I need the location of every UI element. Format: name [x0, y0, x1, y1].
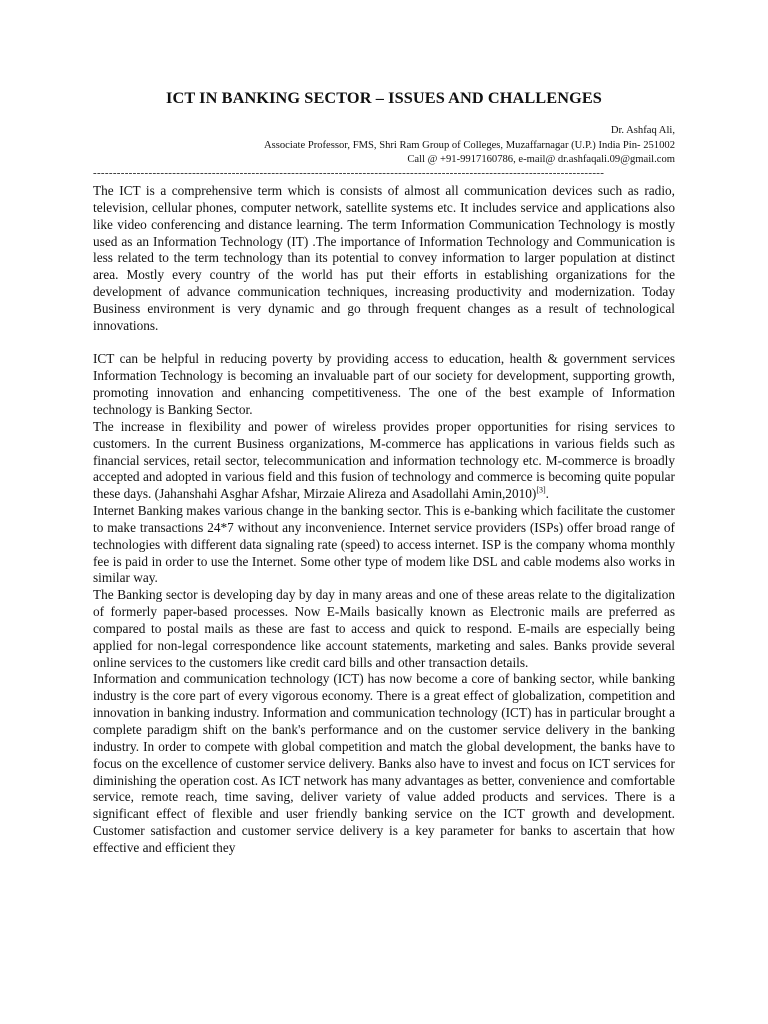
document-body	[93, 183, 675, 857]
divider-line: ---------------------------------------------------------------------------------------------------------------------------------	[93, 167, 605, 179]
paragraph-4: Internet Banking makes various change in the banking sector. This is e-banking which facilitate the customer to make transactions 24*7 without any inconvenience. Internet service providers (ISPs) offer broad range of technologies with different data signaling rate (speed) to access internet. ISP is the company whoma monthly fee is paid in order to use the Internet. Some other type of modem like DSL and cable modems also works in similar way.	[93, 503, 675, 586]
paragraph-3-text: The increase in flexibility and power of wireless provides proper opportunities for rising services to customers. In the current Business organizations, M-commerce has applications in various fields such as financial services, retail sector, telecommunication and information technology etc. M-commerce is broadly accepted and adopted in various field and this fusion of technology and commerce is becoming quite popular these days. (Jahanshahi Asghar Afshar, Mirzaie Alireza and Asadollahi Amin,2010)	[93, 418, 675, 502]
document-title: ICT IN BANKING SECTOR – ISSUES AND CHALLENGES	[166, 88, 602, 107]
paragraph-5: The Banking sector is developing day by day in many areas and one of these areas relate to the digitalization of formerly paper-based processes. Now E-Mails basically known as Electronic mails are preferred as compared to postal mails as these are fast to access and quick to respond. E-mails are especially being applied for non-legal correspondence like account statements, marketing and sales. Banks provide several online services to the customers like credit card bills and other transaction details.	[93, 587, 675, 670]
author-affiliation: Associate Professor, FMS, Shri Ram Group of Colleges, Muzaffarnagar (U.P.) India Pin- 251002	[263, 139, 675, 151]
paragraph-1: The ICT is a comprehensive term which is consists of almost all communication devices such as radio, television, cellular phones, computer network, satellite systems etc. It includes service and applications also like video conferencing and distance learning. The term Information Communication Technology is mostly used as an Information Technology (IT) .The importance of Information Technology and Communication is less related to the term technology than its potential to convey information to larger population at distinct area. Mostly every country of the world has put their efforts in establishing organizations for the development of advance communication techniques, increasing productivity and modernization. Today Business environment is very dynamic and go through frequent changes as a result of technological innovations.	[93, 183, 675, 333]
paragraph-2: ICT can be helpful in reducing poverty by providing access to education, health & government services Information Technology is becoming an invaluable part of our society for development, supporting growth, promoting innovation and enhancing competitiveness. The one of the best example of Information technology is Banking Sector.	[93, 351, 675, 417]
paragraph-3: The increase in flexibility and power of wireless provides proper opportunities for rising services to customers. In the current Business organizations, M-commerce has applications in various fields such as financial services, retail sector, telecommunication and information technology etc. M-commerce is broadly accepted and adopted in various field and this fusion of technology and commerce is becoming quite popular these days. (Jahanshahi Asghar Afshar, Mirzaie Alireza and Asadollahi Amin,2010)[3].	[93, 418, 675, 502]
author-contact: Call @ +91-9917160786, e-mail@ dr.ashfaqali.09@gmail.com	[407, 154, 675, 166]
author-name: Dr. Ashfaq Ali,	[610, 125, 675, 136]
citation-ref: [3]	[536, 485, 546, 495]
author-block	[264, 124, 675, 168]
paragraph-6: Information and communication technology (ICT) has now become a core of banking sector, while banking industry is the core part of every vigorous economy. There is a great effect of globalization, competition and innovation in banking industry. Information and communication technology (ICT) has in particular brought a complete paradigm shift on the bank's performance and on the customer service delivery in the banking industry. In order to compete with global competition and match the global development, the banks have to focus on the excellence of customer service delivery. Banks also have to invest and focus on ICT services for diminishing the operation cost. As ICT network has many advantages as better, convenience and comfortable service, remote reach, time saving, deliver variety of value added products and services. There is a significant effect of flexible and user friendly banking service on the ICT growth and development. Customer satisfaction and customer service delivery is a key parameter for banks to ascertain that how effective and efficient they	[93, 671, 675, 855]
